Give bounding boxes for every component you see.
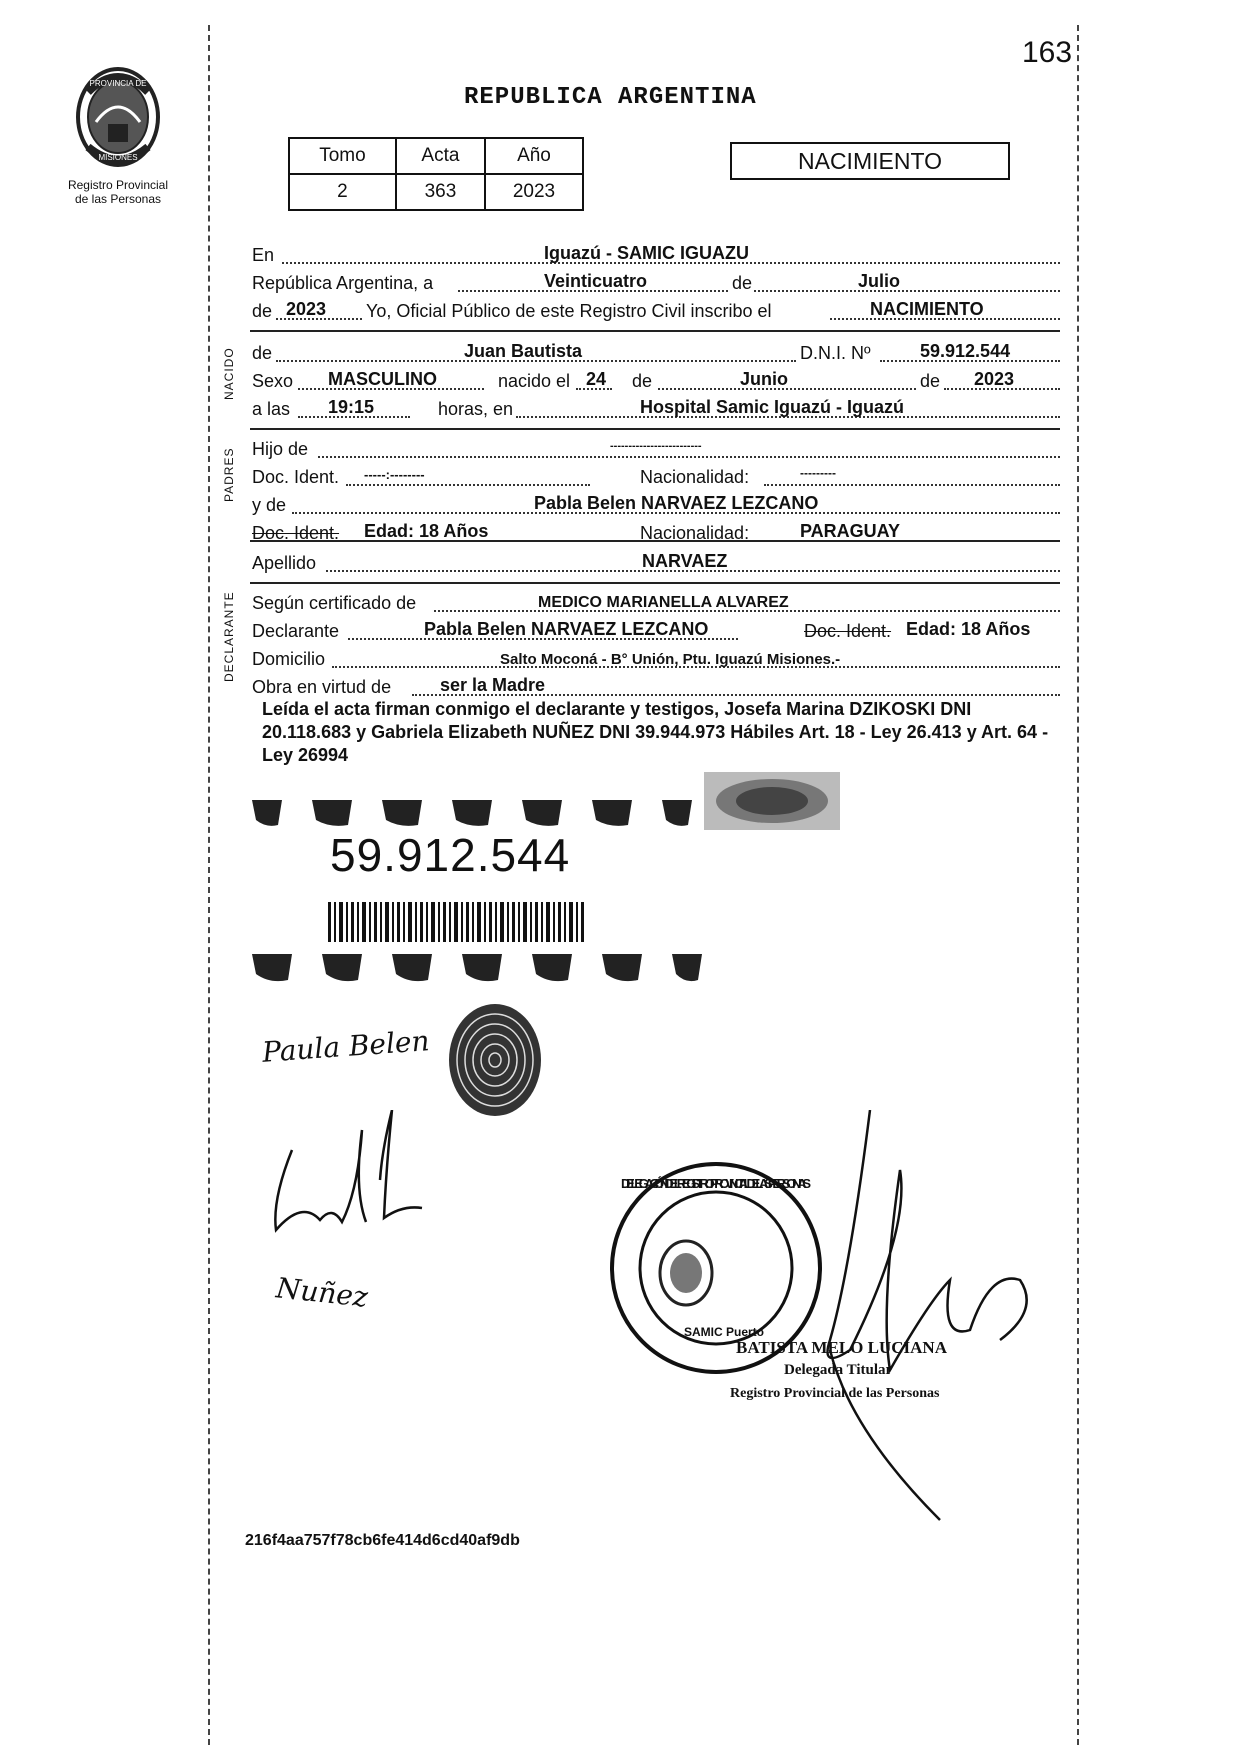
form-row-time-place — [252, 394, 1060, 422]
nac2-value: PARAGUAY — [800, 521, 901, 541]
page-number: 163 — [1022, 36, 1073, 69]
hologram-pattern — [704, 772, 840, 830]
registry-header: Tomo — [289, 138, 396, 174]
left-margin-line — [208, 25, 210, 1745]
form-row-name — [252, 338, 1060, 366]
birth-month: Junio — [740, 369, 788, 389]
birth-year: 2023 — [974, 369, 1015, 389]
de-label: de — [732, 273, 753, 293]
horas-label: horas, en — [438, 399, 514, 419]
stamp-ring-text: DELEGACIÓN DEL REGISTRO PROVINCIAL DE LAS PERSONAS — [620, 1176, 812, 1191]
side-label-declarante: DECLARANTE — [222, 591, 236, 682]
dni-band-number: 59.912.544 — [330, 829, 571, 881]
decl-doc-label: Doc. Ident. — [804, 621, 892, 641]
doc2-value: Edad: 18 Años — [364, 521, 489, 541]
name-value: Juan Bautista — [464, 341, 583, 361]
segun-label: Según certificado de — [252, 593, 417, 613]
form-row-doc — [252, 462, 1060, 490]
en-label: En — [252, 245, 275, 265]
legal-text: Leída el acta firman conmigo el declarante y testigos, Josefa Marina DZIKOSKI DNI 20.118.683 y Gabriela Elizabeth NUÑEZ DNI 39.944.973 Hábiles Art. 18 - Ley 26.413 y Art. 64 - Ley 26994 — [262, 699, 1049, 765]
segun-value: MEDICO MARIANELLA ALVAREZ — [538, 594, 789, 611]
official-org: Registro Provincial de las Personas — [730, 1386, 940, 1401]
de2-label: de — [252, 301, 273, 321]
doc-value: -----:-------- — [364, 467, 425, 482]
place-value: Hospital Samic Iguazú - Iguazú — [640, 397, 905, 417]
registry-tomo: 2 — [289, 174, 396, 210]
apellido-value: NARVAEZ — [642, 551, 728, 571]
provincial-seal-logo — [68, 62, 168, 172]
dni-label: D.N.I. Nº — [800, 343, 871, 363]
de4-label: de — [632, 371, 653, 391]
doc2-label: Doc. Ident. — [252, 523, 340, 543]
form-row-en — [252, 240, 1060, 268]
registry-header: Acta — [396, 138, 485, 174]
form-row-sexo — [252, 366, 1060, 394]
logo-caption-line1: Registro Provincial — [67, 178, 169, 192]
section-rule — [250, 428, 1060, 430]
registry-header: Año — [485, 138, 583, 174]
seal-text-bottom: MISIONES — [98, 153, 138, 162]
witness-signature-scribble — [262, 1110, 432, 1250]
day-value: Veinticuatro — [544, 271, 648, 291]
security-pattern-bottom — [252, 944, 702, 986]
sexo-value: MASCULINO — [328, 369, 437, 389]
side-label-padres: PADRES — [222, 447, 236, 502]
obra-value: ser la Madre — [440, 675, 546, 695]
section-rule — [250, 582, 1060, 584]
domicilio-value: Salto Moconá - B° Unión, Ptu. Iguazú Misiones.- — [500, 651, 841, 668]
signature-nunez: Nuñez — [274, 1271, 370, 1314]
nac-label: Nacionalidad: — [640, 467, 750, 487]
dni-value: 59.912.544 — [920, 341, 1011, 361]
republica-label: República Argentina, a — [252, 273, 434, 293]
decl-doc-value: Edad: 18 Años — [906, 619, 1031, 639]
hijo-value: ------------------------- — [610, 440, 702, 452]
declarante-value: Pabla Belen NARVAEZ LEZCANO — [424, 619, 709, 639]
time-value: 19:15 — [328, 397, 375, 417]
nac2-label: Nacionalidad: — [640, 523, 750, 543]
sexo-label: Sexo — [252, 371, 294, 391]
yde-label: y de — [252, 495, 287, 515]
form-row-inscribo — [252, 296, 1060, 324]
form-row-obra — [252, 672, 1060, 700]
apellido-label: Apellido — [252, 553, 317, 573]
hijo-label: Hijo de — [252, 439, 309, 459]
nac-value: --------- — [800, 466, 836, 480]
nacido-label: nacido el — [498, 371, 571, 391]
year-value: 2023 — [286, 299, 327, 319]
logo-caption-line2: de las Personas — [74, 192, 162, 206]
form-row-domicilio — [252, 644, 1060, 672]
en-value: Iguazú - SAMIC IGUAZU — [544, 243, 749, 263]
domicilio-label: Domicilio — [252, 649, 326, 669]
official-name: BATISTA MELO LUCIANA — [736, 1338, 947, 1357]
section-rule — [250, 330, 1060, 332]
document-hash: 216f4aa757f78cb6fe414d6cd40af9db — [245, 1532, 520, 1549]
inscribo-value: NACIMIENTO — [870, 299, 984, 319]
mother-value: Pabla Belen NARVAEZ LEZCANO — [534, 493, 819, 513]
dotted-line — [764, 484, 1060, 486]
barcode — [326, 898, 592, 946]
dotted-line — [318, 456, 1060, 458]
month-value: Julio — [858, 271, 901, 291]
official-role: Delegada Titular — [784, 1362, 893, 1378]
alas-label: a las — [252, 399, 291, 419]
logo-caption — [48, 178, 188, 206]
birth-day: 24 — [586, 369, 607, 389]
side-label-nacido: NACIDO — [222, 347, 236, 400]
form-row-declarante — [252, 616, 1060, 644]
page-title: REPUBLICA ARGENTINA — [464, 84, 757, 111]
seal-text-top: PROVINCIA DE — [89, 79, 147, 88]
official-signature-scribble — [790, 1110, 1050, 1530]
document-type-box: NACIMIENTO — [730, 142, 1010, 180]
stamp-inner-text: SAMIC Puerto — [683, 1325, 765, 1339]
fingerprint — [445, 1000, 545, 1120]
registry-table — [288, 137, 584, 211]
form-row-date — [252, 268, 1060, 296]
registry-acta: 363 — [396, 174, 485, 210]
de5-label: de — [920, 371, 941, 391]
section-rule — [250, 540, 1060, 542]
security-pattern-top — [252, 790, 692, 830]
inscribo-label: Yo, Oficial Público de este Registro Civil inscribo el — [366, 301, 772, 321]
declarante-label: Declarante — [252, 621, 340, 641]
form-row-segun — [252, 588, 1060, 616]
form-row-apellido — [252, 548, 1060, 576]
registry-anio: 2023 — [485, 174, 583, 210]
doc-label: Doc. Ident. — [252, 467, 340, 487]
form-row-mother — [252, 490, 1060, 518]
form-row-hijo — [252, 434, 1060, 462]
de3-label: de — [252, 343, 273, 363]
dotted-line — [346, 484, 590, 486]
obra-label: Obra en virtud de — [252, 677, 392, 697]
signature-paula-belen: Paula Belen — [261, 1024, 431, 1069]
right-margin-line — [1077, 25, 1079, 1745]
